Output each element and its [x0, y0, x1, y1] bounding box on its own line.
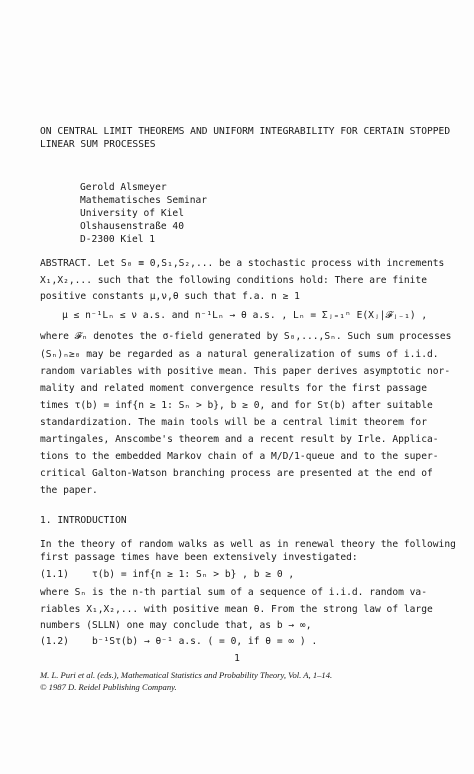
section-heading: 1. INTRODUCTION — [40, 515, 127, 526]
abstract-line: random variables with positive mean. This paper derives asymptotic nor- — [40, 366, 451, 377]
author-city: D-2300 Kiel 1 — [80, 234, 156, 245]
body-line: In the theory of random walks as well as in renewal theory the following — [40, 539, 456, 550]
citation-line: M. L. Puri et al. (eds.), Mathematical Statistics and Probability Theory, Vol. A, 1–14. — [40, 670, 333, 680]
abstract-line: the paper. — [40, 485, 98, 496]
author-name: Gerold Alsmeyer — [80, 182, 167, 193]
abstract-line: times τ(b) = inf{n ≥ 1: Sₙ > b}, b ≥ 0, and for Sτ(b) after suitable — [40, 400, 433, 411]
body-line: where Sₙ is the n-th partial sum of a sequence of i.i.d. random va- — [40, 587, 427, 598]
author-university: University of Kiel — [80, 208, 184, 219]
abstract-line: ABSTRACT. Let S₀ ≡ 0,S₁,S₂,... be a stochastic process with increments — [40, 258, 445, 269]
abstract-line: X₁,X₂,... such that the following conditions hold: There are finite — [40, 275, 427, 286]
equation-1-1: (1.1) τ(b) = inf{n ≥ 1: Sₙ > b} , b ≥ 0 , — [40, 569, 295, 580]
body-line: numbers (SLLN) one may conclude that, as b → ∞, — [40, 620, 312, 631]
abstract-line: where 𝓕ₙ denotes the σ-field generated by S₀,...,Sₙ. Such sum processes — [40, 331, 452, 342]
abstract-line: (Sₙ)ₙ≥₀ may be regarded as a natural generalization of sums of i.i.d. — [40, 349, 439, 360]
abstract-line: mality and related moment convergence results for the first passage — [40, 383, 427, 394]
abstract-line: martingales, Anscombe's theorem and a recent result by Irle. Applica- — [40, 434, 439, 445]
title-line-2: LINEAR SUM PROCESSES — [40, 139, 156, 150]
author-street: Olshausenstraße 40 — [80, 221, 184, 232]
equation-1-2: (1.2) b⁻¹Sτ(b) → θ⁻¹ a.s. ( = 0, if θ = ∞ ) . — [40, 636, 318, 647]
abstract-formula: μ ≤ n⁻¹Lₙ ≤ ν a.s. and n⁻¹Lₙ → θ a.s. , Lₙ = Σⱼ₌₁ⁿ E(Xⱼ|𝓕ⱼ₋₁) , — [62, 310, 428, 321]
body-line: first passage times have been extensively investigated: — [40, 552, 358, 563]
abstract-line: critical Galton-Watson branching process are presented at the end of — [40, 468, 433, 479]
author-affiliation: Mathematisches Seminar — [80, 195, 208, 206]
body-line: riables X₁,X₂,... with positive mean θ. From the strong law of large — [40, 604, 433, 615]
title-line-1: ON CENTRAL LIMIT THEOREMS AND UNIFORM INTEGRABILITY FOR CERTAIN STOPPED — [40, 126, 451, 137]
copyright-line: © 1987 D. Reidel Publishing Company. — [40, 682, 177, 692]
abstract-line: tions to the embedded Markov chain of a M/D/1-queue and to the super- — [40, 451, 439, 462]
abstract-line: positive constants μ,ν,θ such that f.a. n ≥ 1 — [40, 291, 300, 302]
page-number: 1 — [234, 653, 240, 664]
abstract-line: standardization. The main tools will be a central limit theorem for — [40, 417, 427, 428]
